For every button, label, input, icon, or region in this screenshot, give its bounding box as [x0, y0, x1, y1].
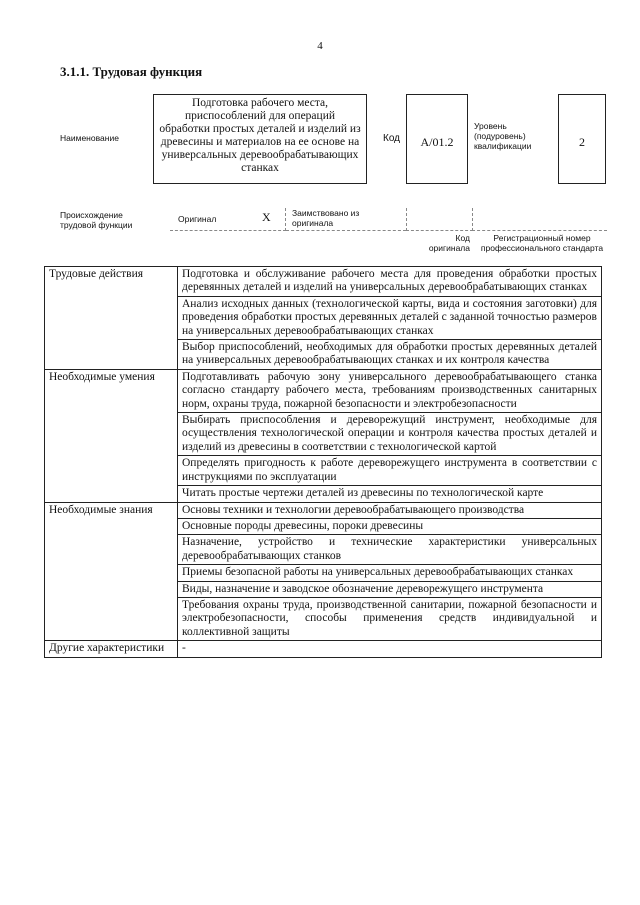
page-number: 4: [317, 40, 323, 52]
table-cell: Основные породы древесины, пороки древесины: [178, 518, 602, 534]
table-cell: Назначение, устройство и технические характеристики универсальных деревообрабатывающих станков: [178, 535, 602, 565]
origin-mark: X: [262, 210, 271, 224]
table-cell: Определять пригодность к работе дереворежущего инструмента в соответствии с инструкциями по эксплуатации: [178, 456, 602, 486]
table-row: [45, 369, 602, 412]
table-row: [45, 502, 602, 518]
code-original-cell: [406, 208, 473, 231]
row-label: Другие характеристики: [45, 641, 178, 657]
table-row: [45, 267, 602, 297]
table-cell: Выбирать приспособления и дереворежущий инструмент, необходимые для осуществления технологической операции и контроля качества простых деталей и изделий из древесины в соответствии с технологической картой: [178, 413, 602, 456]
table-cell: Основы техники и технологии деревообрабатывающего производства: [178, 502, 602, 518]
level-label: Уровень (подуровень) квалификации: [474, 121, 532, 151]
table-cell: Виды, назначение и заводское обозначение дереворежущего инструмента: [178, 581, 602, 597]
reg-number-cell: [472, 208, 607, 231]
origin-borrowed: Заимствовано из оригинала: [292, 208, 360, 228]
origin-original: Оригинал: [178, 214, 217, 224]
code-value-box: A/01.2: [406, 94, 468, 184]
code-label: Код: [383, 133, 401, 144]
level-value-box: 2: [558, 94, 606, 184]
table-cell: Читать простые чертежи деталей из древесины по технологической карте: [178, 486, 602, 502]
section-title: 3.1.1. Трудовая функция: [60, 64, 203, 79]
function-name-box: Подготовка рабочего места, приспособлений для операций обработки простых деталей и изделий из древесины и материалов на ее основе на универсальных деревообрабатывающих станках: [153, 94, 367, 184]
row-label: Необходимые умения: [45, 369, 178, 502]
table-cell: -: [178, 641, 602, 657]
row-label: Трудовые действия: [45, 267, 178, 370]
reg-number-label: Регистрационный номер профессионального стандарта: [480, 233, 604, 253]
table-row: [45, 641, 602, 657]
origin-label: Происхождение трудовой функции: [60, 210, 133, 230]
table-cell: Анализ исходных данных (технологической карты, вида и состояния заготовки) для проведения обработки простых деревянных деталей с заданной точностью размеров на универсальных деревообрабатывающих станках: [178, 296, 602, 339]
row-label: Необходимые знания: [45, 502, 178, 641]
table-cell: Выбор приспособлений, необходимых для обработки простых деревянных деталей на универсальных деревообрабатывающих станках и их контроля качества: [178, 340, 602, 370]
table-cell: Приемы безопасной работы на универсальных деревообрабатывающих станках: [178, 565, 602, 581]
table-cell: Подготовка и обслуживание рабочего места для проведения обработки простых деревянных деталей и изделий на универсальных деревообрабатывающих станках: [178, 267, 602, 297]
function-table: [44, 266, 602, 658]
code-original-label: Код оригинала: [428, 233, 470, 253]
table-cell: Требования охраны труда, производственной санитарии, пожарной безопасности и электробезопасности, способы применения средств индивидуальной и коллективной защиты: [178, 597, 602, 640]
table-cell: Подготавливать рабочую зону универсального деревообрабатывающего станка согласно стандарту рабочего места, требованиям производственных санитарных норм, охраны труда, пожарной безопасности и электробезопасности: [178, 369, 602, 412]
name-label: Наименование: [60, 133, 119, 143]
